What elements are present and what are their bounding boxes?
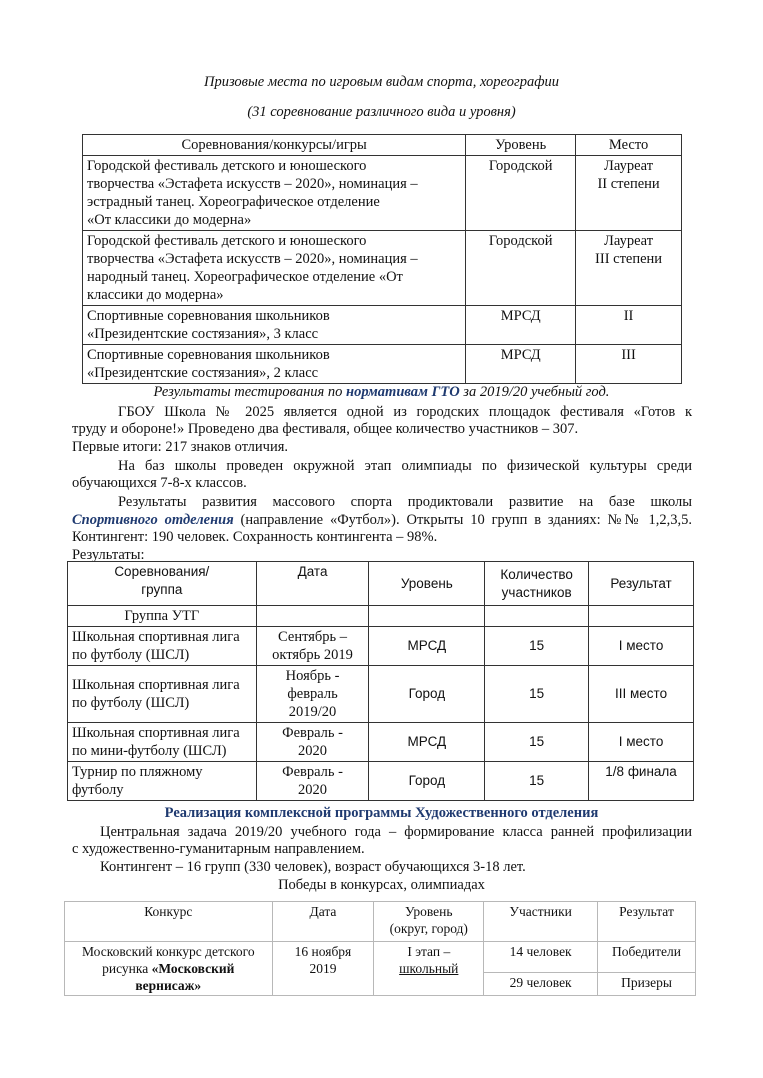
section1-title: Призовые места по игровым видам спорта, хореографии: [203, 74, 560, 90]
level-cell: [369, 723, 485, 762]
table-row: [68, 666, 694, 723]
gto-heading-post: за 2019/20 учебный год.: [459, 384, 610, 400]
header-contest: Конкурс: [65, 902, 273, 942]
text-line: классики до модерна»: [87, 287, 224, 303]
text-line: по футболу (ШСЛ): [72, 647, 190, 663]
text-line: Февраль -: [282, 725, 343, 741]
text-line: по мини-футболу (ШСЛ): [72, 743, 227, 759]
text-line: Результат: [610, 575, 672, 591]
text-line: Школьная спортивная лига: [72, 677, 240, 693]
level-cell: [369, 762, 485, 801]
place-cell: II: [576, 306, 682, 345]
text-line: Количество: [500, 566, 573, 582]
participants-cell: 29 человек: [484, 973, 598, 996]
table-header-row: [65, 902, 696, 942]
result-cell: [589, 762, 694, 801]
gto-heading: [0, 384, 763, 401]
table-row: [68, 762, 694, 801]
table-row: [83, 156, 682, 231]
result-cell: Призеры: [598, 973, 696, 996]
art-contests-table: [64, 901, 696, 996]
gto-p1-line3: Первые итоги: 217 знаков отличия.: [72, 439, 289, 455]
art-p1-line1: Центральная задача 2019/20 учебного года – формирование класса ранней профилизации: [100, 824, 692, 840]
table-row: [65, 942, 696, 973]
table-row: [68, 723, 694, 762]
text-line: Спортивные соревнования школьников: [87, 308, 330, 324]
table-row: [83, 231, 682, 306]
text-line: школьный: [399, 961, 459, 976]
text-line: I этап –: [407, 944, 451, 959]
table-header-row: [83, 135, 682, 156]
count-text: 15: [529, 773, 545, 788]
header-level: Уровень: [466, 135, 576, 156]
count-text: 15: [529, 686, 545, 701]
header-date: [256, 562, 369, 606]
sports-department-text: Спортивного отделения: [72, 512, 234, 528]
text-line: (округ, город): [389, 921, 468, 936]
football-results-table: [67, 561, 694, 801]
art-caption: Победы в конкурсах, олимпиадах: [278, 877, 485, 893]
table-row: [83, 345, 682, 384]
gto-heading-bold: нормативам ГТО: [346, 384, 460, 400]
level-text: Город: [408, 773, 446, 788]
level-cell: [369, 666, 485, 723]
text-line: Лауреат: [604, 233, 654, 249]
competition-cell: [68, 666, 257, 723]
text-line: Городской фестиваль детского и юношеского: [87, 233, 367, 249]
gto-heading-pre: Результаты тестирования по: [153, 384, 347, 400]
empty-cell: [485, 606, 589, 627]
text-line: Спортивные соревнования школьников: [87, 347, 330, 363]
text-line: участников: [501, 584, 572, 600]
empty-cell: [589, 606, 694, 627]
text-line: Турнир по пляжному: [72, 764, 203, 780]
result-text: I место: [618, 638, 664, 653]
empty-cell: [369, 606, 485, 627]
level-cell: [374, 942, 484, 996]
text-line: Ноябрь -: [285, 668, 340, 684]
text-line: Дата: [297, 564, 328, 579]
text-line: «Президентские состязания», 2 класс: [87, 365, 319, 381]
text-line: Уровень: [405, 904, 453, 919]
text-line: Соревнования/: [114, 564, 210, 579]
text-part: рисунка: [102, 961, 152, 976]
art-p1-line2: с художественно-гуманитарным направлением.: [72, 841, 365, 857]
text-line: октябрь 2019: [272, 647, 353, 663]
level-cell: МРСД: [466, 345, 576, 384]
text-line: по футболу (ШСЛ): [72, 695, 190, 711]
text-line: эстрадный танец. Хореографическое отделение: [87, 194, 380, 210]
header-competitions: Соревнования/конкурсы/игры: [83, 135, 466, 156]
table-header-row: [68, 562, 694, 606]
empty-cell: [256, 606, 369, 627]
text-line: 2020: [298, 782, 328, 798]
level-text: МРСД: [407, 638, 447, 653]
header-level: [369, 562, 485, 606]
level-cell: МРСД: [466, 306, 576, 345]
text-line: III степени: [595, 251, 663, 267]
group-cell: Группа УТГ: [68, 606, 257, 627]
text-line: Московский конкурс детского: [81, 944, 255, 959]
result-text: 1/8 финала: [605, 764, 677, 779]
text-line: Школьная спортивная лига: [72, 725, 240, 741]
competition-cell: [83, 231, 466, 306]
text-line: творчества «Эстафета искусств – 2020», номинация –: [87, 176, 418, 192]
date-cell: [256, 762, 369, 801]
gto-p3-line2-rest: (направление «Футбол»). Открыты 10 групп в зданиях: №№ 1,2,3,5.: [233, 512, 692, 528]
gto-p3-line3: Контингент: 190 человек. Сохранность контингента – 98%.: [72, 529, 438, 545]
text-line: Школьная спортивная лига: [72, 629, 240, 645]
gto-p2-line1: На баз школы проведен окружной этап олимпиады по физической культуры среди: [118, 458, 692, 474]
text-line: Уровень: [400, 575, 453, 591]
count-cell: [485, 666, 589, 723]
result-cell: [589, 627, 694, 666]
competition-cell: [68, 627, 257, 666]
competition-cell: [83, 345, 466, 384]
header-result: Результат: [598, 902, 696, 942]
text-line: 16 ноября: [294, 944, 352, 959]
art-heading: Реализация комплексной программы Художественного отделения: [164, 805, 599, 821]
text-line: Сентябрь –: [278, 629, 348, 645]
count-cell: [485, 627, 589, 666]
text-line: 2020: [298, 743, 328, 759]
place-cell: [576, 231, 682, 306]
gto-p2-line2: обучающихся 7-8-х классов.: [72, 475, 247, 491]
date-cell: [256, 666, 369, 723]
text-line: февраль: [287, 686, 338, 702]
level-cell: Городской: [466, 156, 576, 231]
count-text: 15: [529, 638, 545, 653]
results-label: Результаты:: [72, 547, 145, 563]
gto-p3-line2: [72, 511, 692, 529]
date-cell: [272, 942, 374, 996]
competition-cell: [83, 156, 466, 231]
text-line: «От классики до модерна»: [87, 212, 252, 228]
gto-p1-line2: труду и обороне!» Проведено два фестиваля, общее количество участников – 307.: [72, 421, 579, 437]
result-cell: [589, 723, 694, 762]
header-competitions: [68, 562, 257, 606]
text-line: творчества «Эстафета искусств – 2020», номинация –: [87, 251, 418, 267]
text-line: 2019/20: [288, 704, 337, 720]
level-cell: Городской: [466, 231, 576, 306]
text-line: «Президентские состязания», 3 класс: [87, 326, 319, 342]
result-cell: Победители: [598, 942, 696, 973]
contest-name-bold: вернисаж»: [135, 978, 202, 993]
competition-cell: [68, 762, 257, 801]
contest-name-bold: «Московский: [151, 961, 235, 976]
header-count: [485, 562, 589, 606]
level-text: МРСД: [407, 734, 447, 749]
count-cell: [485, 762, 589, 801]
header-date: Дата: [272, 902, 374, 942]
count-cell: [485, 723, 589, 762]
prize-table: [82, 134, 682, 384]
group-row: [68, 606, 694, 627]
section1-subtitle: (31 соревнование различного вида и уровня): [247, 104, 516, 120]
text-line: Городской фестиваль детского и юношеского: [87, 158, 367, 174]
place-cell: [576, 156, 682, 231]
header-result: [589, 562, 694, 606]
header-participants: Участники: [484, 902, 598, 942]
count-text: 15: [529, 734, 545, 749]
result-cell: [589, 666, 694, 723]
gto-p1-line1: ГБОУ Школа № 2025 является одной из городских площадок фестиваля «Готов к: [118, 404, 692, 420]
text-line: Лауреат: [604, 158, 654, 174]
text-line: [69, 960, 268, 977]
text-line: футболу: [72, 782, 124, 798]
header-level: [374, 902, 484, 942]
result-text: I место: [618, 734, 664, 749]
date-cell: [256, 723, 369, 762]
art-p2: Контингент – 16 групп (330 человек), возраст обучающихся 3-18 лет.: [100, 859, 526, 875]
date-cell: [256, 627, 369, 666]
gto-p3-line1: Результаты развития массового спорта продиктовали развитие на базе школы: [118, 494, 692, 510]
level-cell: [369, 627, 485, 666]
contest-cell: [65, 942, 273, 996]
header-place: Место: [576, 135, 682, 156]
text-line: II степени: [597, 176, 660, 192]
table-row: [68, 627, 694, 666]
table-row: [83, 306, 682, 345]
competition-cell: [68, 723, 257, 762]
participants-cell: 14 человек: [484, 942, 598, 973]
text-line: 2019: [309, 961, 337, 976]
text-line: группа: [141, 582, 183, 597]
place-cell: III: [576, 345, 682, 384]
text-line: Февраль -: [282, 764, 343, 780]
text-line: народный танец. Хореографическое отделение «От: [87, 269, 403, 285]
competition-cell: [83, 306, 466, 345]
result-text: III место: [615, 686, 668, 701]
level-text: Город: [408, 686, 446, 701]
